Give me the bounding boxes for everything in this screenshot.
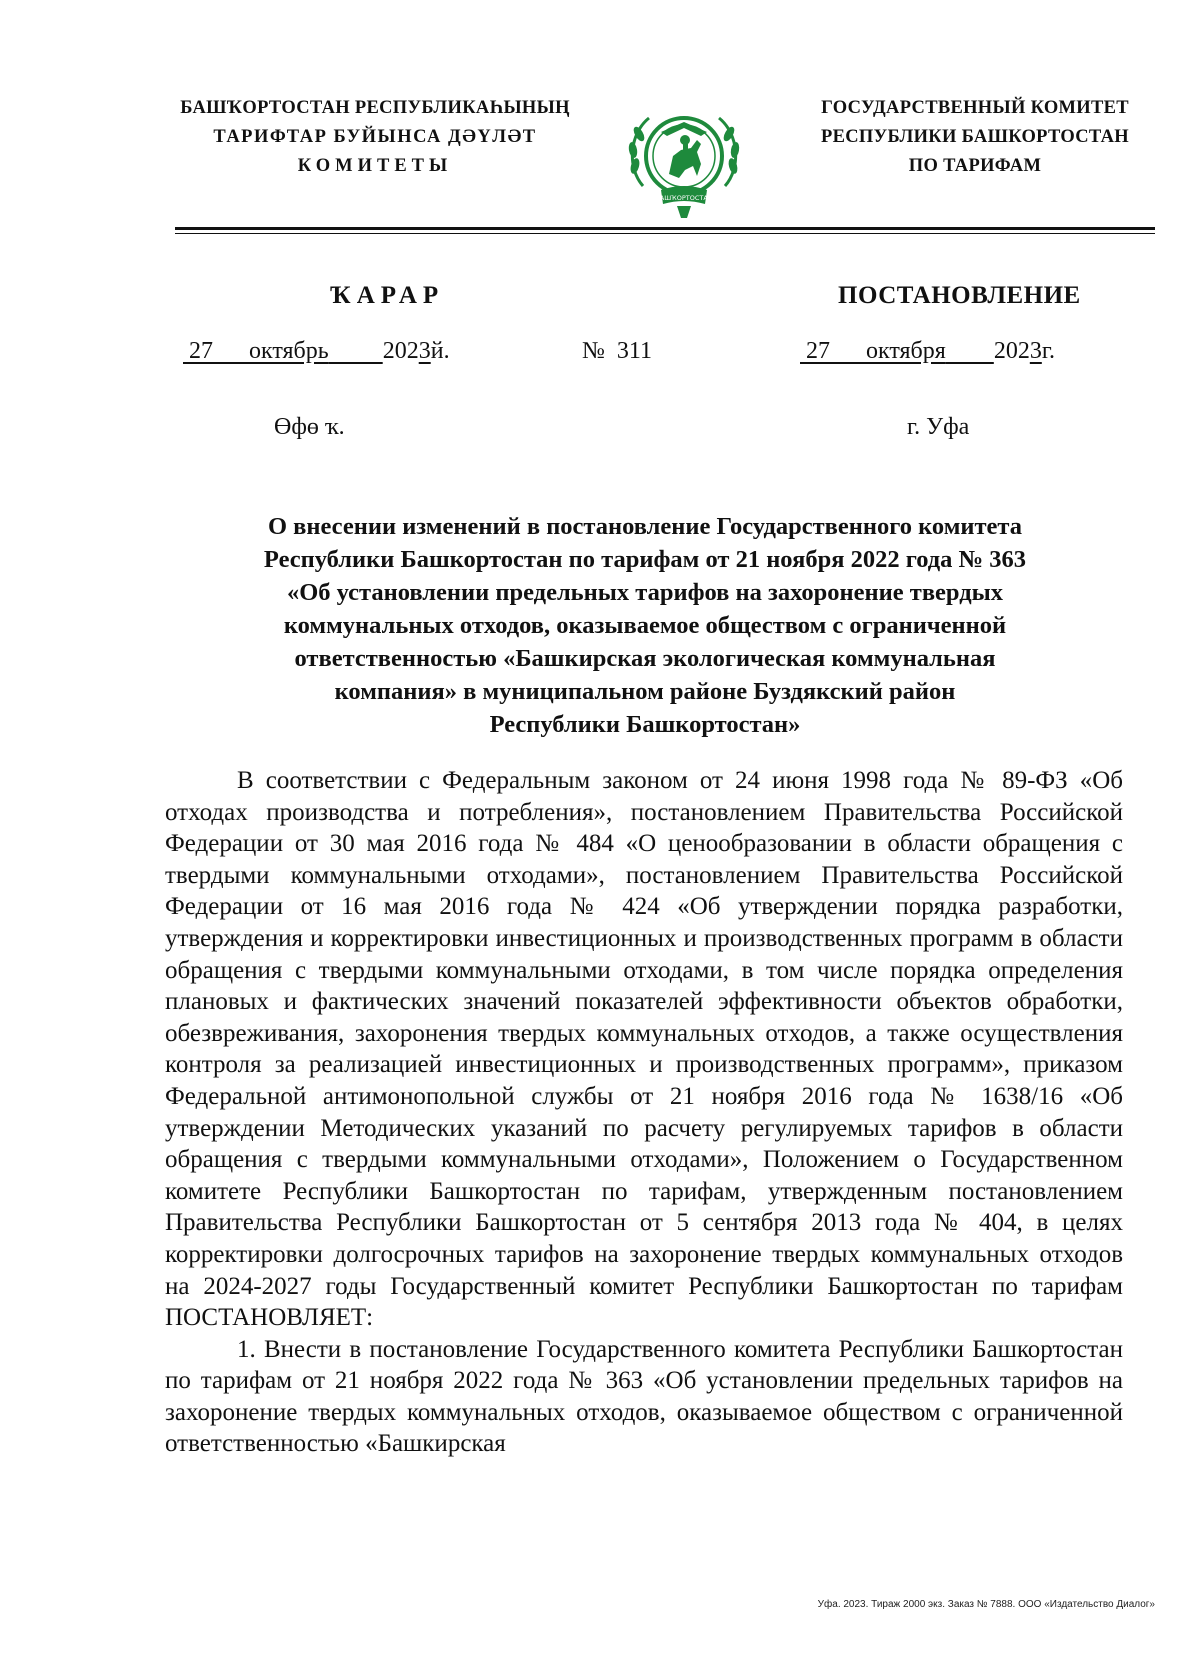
body-paragraph-item-1: 1. Внести в постановление Государственного комитета Республики Башкортостан по тарифам от 21 ноября 2022 года № 363 «Об установлении предельных тарифов на захоронение твердых коммунальных отходов, оказываемое обществом с ограниченной ответственностью «Башкирская — [165, 1335, 1123, 1458]
doc-title-line-1: О внесении изменений в постановление Государственного комитета — [267, 513, 1023, 540]
doc-title-line-3: «Об установлении предельных тарифов на захоронение твердых — [286, 579, 1003, 606]
date-left-day: 27 — [189, 338, 213, 364]
date-left — [183, 338, 450, 365]
document-title — [165, 510, 1125, 741]
date-left-year-prefix: 202 — [382, 338, 419, 364]
city-right: г. Уфа — [907, 414, 970, 440]
date-left-day-month — [183, 338, 383, 364]
header-left-line-3: КОМИТЕТЫ — [297, 156, 453, 176]
date-right-day-month — [800, 338, 994, 364]
doc-title-line-6: компания» в муниципальном районе Буздякский район — [334, 678, 956, 705]
date-right-month: октября — [866, 338, 946, 364]
date-right-year-prefix: 202 — [993, 338, 1030, 364]
number-value: 311 — [616, 338, 653, 364]
date-right — [800, 338, 1055, 365]
date-left-month: октябрь — [249, 338, 329, 364]
document-body — [165, 765, 1123, 1460]
doc-title-line-4: коммунальных отходов, оказываемое обществом с ограниченной — [283, 612, 1007, 639]
header-divider-thin — [175, 233, 1155, 234]
bashkortostan-coat-of-arms-icon — [621, 104, 747, 222]
emblem-ribbon-text: БАШҠОРТОСТАН — [655, 194, 713, 202]
doc-title-line-2: Республики Башкортостан по тарифам от 21 ноября 2022 года № 363 — [263, 546, 1027, 573]
city-left: Өфө ҡ. — [274, 414, 345, 440]
header-left-org — [160, 94, 590, 181]
date-left-year-digit: 3 — [418, 338, 431, 364]
header-right-line-2: РЕСПУБЛИКИ БАШКОРТОСТАН — [820, 127, 1129, 147]
header-right-org — [790, 94, 1160, 181]
print-footer: Уфа. 2023. Тираж 2000 экз. Заказ № 7888. ООО «Издательство Диалог» — [817, 1599, 1155, 1610]
doc-title-line-7: Республики Башкортостан» — [489, 711, 801, 738]
postanovlenie-title: ПОСТАНОВЛЕНИЕ — [838, 282, 1081, 309]
date-right-day: 27 — [806, 338, 830, 364]
header-divider-thick — [175, 227, 1155, 230]
body-paragraph-preamble: В соответствии с Федеральным законом от 24 июня 1998 года № 89-ФЗ «Об отходах производства и потребления», постановлением Правительства Российской Федерации от 30 мая 2016 года № 484 «О ценообразовании в области обращения с твердыми коммунальными отходами», постановлением Правительства Российской Федерации от 16 мая 2016 года № 424 «Об утверждении порядка разработки, утверждения и корректировки инвестиционных и производственных программ в области обращения с твердыми коммунальными отходами, в том числе порядка определения плановых и фактических значений показателей эффективности объектов обработки, обезвреживания, захоронения твердых коммунальных отходов, а также осуществления контроля за реализацией инвестиционных и производственных программ», приказом Федеральной антимонопольной службы от 21 ноября 2016 года № 1638/16 «Об утверждении Методических указаний по расчету регулируемых тарифов в области обращения с твердыми коммунальными отходами», Положением о Государственном комитете Республики Башкортостан по тарифам, утвержденным постановлением Правительства Республики Башкортостан от 5 сентября 2013 года № 404, в целях корректировки долгосрочных тарифов на захоронение твердых коммунальных отходов на 2024-2027 годы Государственный комитет Республики Башкортостан по тарифам ПОСТАНОВЛЯЕТ: — [165, 767, 1123, 1332]
date-right-suffix: г. — [1041, 338, 1055, 364]
header-right-line-3: ПО ТАРИФАМ — [908, 156, 1042, 176]
header-left-line-2: ТАРИФТАР БУЙЫНСА ДӘҮЛӘТ — [213, 127, 537, 147]
document-number — [582, 338, 652, 365]
header-right-line-1: ГОСУДАРСТВЕННЫЙ КОМИТЕТ — [821, 98, 1129, 118]
doc-title-line-5: ответственностью «Башкирская экологическая коммунальная — [294, 645, 996, 672]
number-sign: № — [582, 338, 605, 364]
emblem-graphic — [621, 104, 747, 222]
header-left-line-1: БАШҠОРТОСТАН РЕСПУБЛИКАҺЫНЫҢ — [180, 98, 570, 118]
karar-title: ҠАРАР — [330, 282, 445, 309]
date-right-year-digit: 3 — [1029, 338, 1042, 364]
date-left-suffix: й. — [430, 338, 450, 364]
